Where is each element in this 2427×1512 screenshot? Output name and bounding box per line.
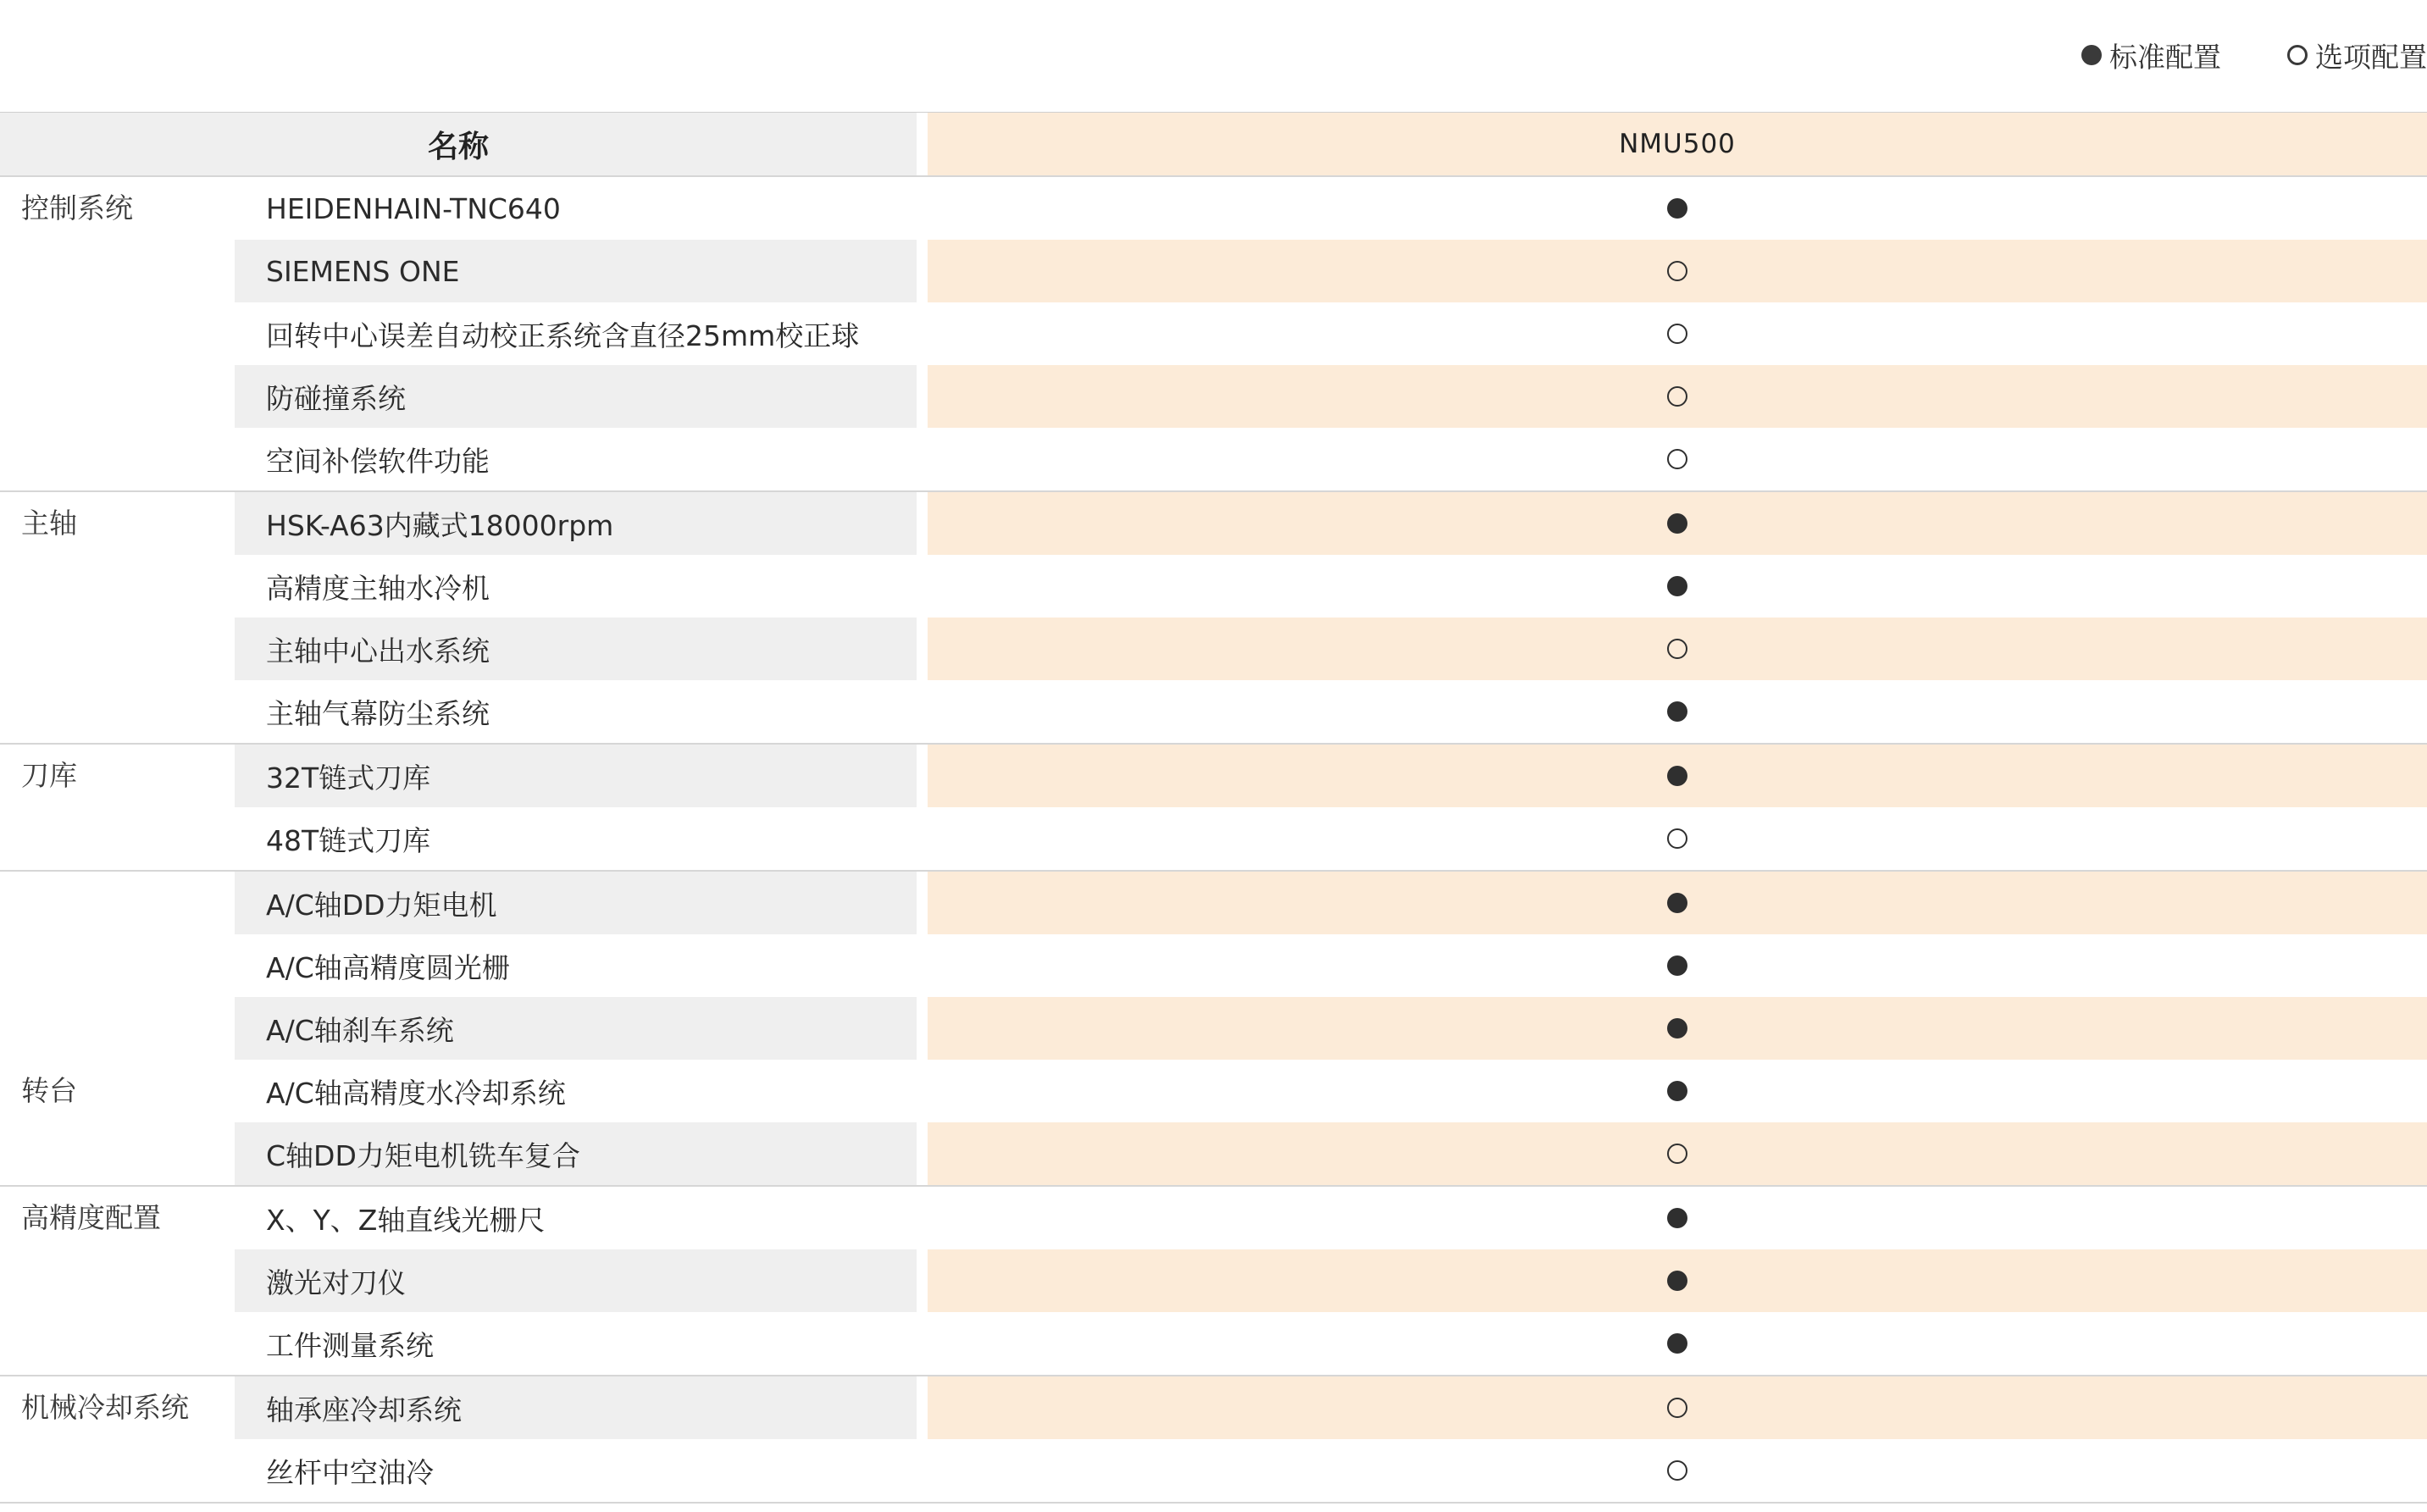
table-group xyxy=(0,175,2427,490)
header-name: 名称 xyxy=(0,113,917,175)
item-name-cell: 主轴中心出水系统 xyxy=(235,618,917,680)
value-cell xyxy=(928,177,2427,240)
item-name-cell: 防碰撞系统 xyxy=(235,365,917,428)
cell-gap xyxy=(917,492,928,555)
category-cell xyxy=(0,302,235,365)
cell-gap xyxy=(917,680,928,743)
table-row xyxy=(0,1249,2427,1312)
filled-circle-icon xyxy=(1667,1271,1687,1291)
cell-gap xyxy=(917,365,928,428)
value-cell xyxy=(928,302,2427,365)
value-cell xyxy=(928,807,2427,870)
table-row xyxy=(0,1376,2427,1439)
category-cell xyxy=(0,365,235,428)
empty-circle-icon xyxy=(1667,386,1687,407)
item-name-cell: SIEMENS ONE xyxy=(235,240,917,302)
category-cell xyxy=(0,618,235,680)
group-category-label: 机械冷却系统 xyxy=(21,1391,189,1424)
empty-circle-icon xyxy=(1667,1460,1687,1481)
category-cell xyxy=(0,997,235,1060)
item-name-cell: 轴承座冷却系统 xyxy=(235,1376,917,1439)
item-name-cell: A/C轴DD力矩电机 xyxy=(235,872,917,934)
cell-gap xyxy=(917,745,928,807)
legend-optional-label: 选项配置 xyxy=(2315,40,2427,74)
cell-gap xyxy=(917,302,928,365)
filled-circle-icon xyxy=(2081,45,2102,65)
table-row xyxy=(0,428,2427,490)
table-group xyxy=(0,490,2427,743)
cell-gap xyxy=(917,1249,928,1312)
legend-optional xyxy=(2287,36,2427,75)
table-row xyxy=(0,177,2427,240)
value-cell xyxy=(928,555,2427,618)
legend xyxy=(2081,34,2427,76)
value-cell xyxy=(928,872,2427,934)
cell-gap xyxy=(917,934,928,997)
group-category-label: 刀库 xyxy=(21,759,77,792)
category-cell xyxy=(0,428,235,490)
table-row xyxy=(0,872,2427,934)
table-group xyxy=(0,870,2427,1185)
value-cell xyxy=(928,1122,2427,1185)
value-cell xyxy=(928,240,2427,302)
value-cell xyxy=(928,365,2427,428)
value-cell xyxy=(928,618,2427,680)
value-cell xyxy=(928,1249,2427,1312)
cell-gap xyxy=(917,177,928,240)
empty-circle-icon xyxy=(1667,1398,1687,1418)
empty-circle-icon xyxy=(2287,45,2308,65)
value-cell xyxy=(928,1439,2427,1502)
group-category-label: 控制系统 xyxy=(21,191,133,224)
header-gap xyxy=(917,113,928,175)
value-cell xyxy=(928,428,2427,490)
header-model: NMU500 xyxy=(928,113,2427,175)
legend-standard-label: 标准配置 xyxy=(2109,40,2221,74)
item-name-cell: A/C轴高精度水冷却系统 xyxy=(266,1076,566,1110)
group-category-label: 高精度配置 xyxy=(21,1201,161,1234)
value-cell xyxy=(928,934,2427,997)
table-row xyxy=(0,1060,2427,1122)
cell-gap xyxy=(917,428,928,490)
value-cell xyxy=(928,1312,2427,1375)
cell-gap xyxy=(917,1312,928,1375)
spec-table xyxy=(0,112,2427,1502)
legend-standard xyxy=(2081,36,2221,75)
cell-gap xyxy=(917,872,928,934)
filled-circle-icon xyxy=(1667,1081,1687,1101)
item-name-cell: A/C轴刹车系统 xyxy=(235,997,917,1060)
empty-circle-icon xyxy=(1667,639,1687,659)
cell-gap xyxy=(917,807,928,870)
item-name-cell: A/C轴高精度圆光栅 xyxy=(266,950,510,984)
table-row xyxy=(0,555,2427,618)
cell-gap xyxy=(917,1122,928,1185)
item-name-cell: 空间补偿软件功能 xyxy=(266,444,490,478)
empty-circle-icon xyxy=(1667,324,1687,344)
category-cell xyxy=(0,680,235,743)
filled-circle-icon xyxy=(1667,893,1687,913)
empty-circle-icon xyxy=(1667,828,1687,849)
category-cell xyxy=(0,807,235,870)
item-name-cell: 32T链式刀库 xyxy=(235,745,917,807)
category-cell xyxy=(0,1439,235,1502)
category-cell xyxy=(0,1249,235,1312)
value-cell xyxy=(928,680,2427,743)
group-category-label: 转台 xyxy=(21,1074,77,1107)
cell-gap xyxy=(917,997,928,1060)
item-name-cell: 回转中心误差自动校正系统含直径25mm校正球 xyxy=(266,318,860,352)
cell-gap xyxy=(917,1376,928,1439)
item-name-cell: 主轴气幕防尘系统 xyxy=(266,696,490,730)
filled-circle-icon xyxy=(1667,1208,1687,1228)
item-name-cell: HEIDENHAIN-TNC640 xyxy=(266,191,561,225)
filled-circle-icon xyxy=(1667,1018,1687,1038)
table-header xyxy=(0,112,2427,175)
cell-gap xyxy=(917,1439,928,1502)
item-name-cell: HSK-A63内藏式18000rpm xyxy=(235,492,917,555)
item-name-cell: 工件测量系统 xyxy=(266,1328,434,1362)
value-cell xyxy=(928,1376,2427,1439)
cell-gap xyxy=(917,1187,928,1249)
table-bottom-border xyxy=(0,1502,2427,1504)
table-row xyxy=(0,997,2427,1060)
table-row xyxy=(0,1439,2427,1502)
table-group xyxy=(0,743,2427,870)
item-name-cell: 高精度主轴水冷机 xyxy=(266,571,490,605)
table-row xyxy=(0,240,2427,302)
item-name-cell: C轴DD力矩电机铣车复合 xyxy=(235,1122,917,1185)
empty-circle-icon xyxy=(1667,449,1687,469)
item-name-cell: 激光对刀仪 xyxy=(235,1249,917,1312)
table-group xyxy=(0,1375,2427,1502)
value-cell xyxy=(928,1060,2427,1122)
item-name-cell: X、Y、Z轴直线光栅尺 xyxy=(266,1203,546,1237)
table-row xyxy=(0,618,2427,680)
filled-circle-icon xyxy=(1667,576,1687,596)
filled-circle-icon xyxy=(1667,766,1687,786)
category-cell xyxy=(0,872,235,934)
table-row xyxy=(0,365,2427,428)
value-cell xyxy=(928,997,2427,1060)
category-cell xyxy=(0,1312,235,1375)
item-name-cell: 48T链式刀库 xyxy=(266,823,431,857)
table-row xyxy=(0,302,2427,365)
cell-gap xyxy=(917,1060,928,1122)
category-cell xyxy=(0,555,235,618)
value-cell xyxy=(928,492,2427,555)
group-category-label: 主轴 xyxy=(21,507,77,540)
filled-circle-icon xyxy=(1667,701,1687,722)
value-cell xyxy=(928,1187,2427,1249)
table-row xyxy=(0,680,2427,743)
empty-circle-icon xyxy=(1667,1144,1687,1164)
filled-circle-icon xyxy=(1667,513,1687,534)
category-cell xyxy=(0,240,235,302)
table-row xyxy=(0,1312,2427,1375)
filled-circle-icon xyxy=(1667,955,1687,976)
category-cell xyxy=(0,934,235,997)
table-row xyxy=(0,745,2427,807)
table-row xyxy=(0,934,2427,997)
item-name-cell: 丝杆中空油冷 xyxy=(266,1455,434,1489)
category-cell xyxy=(0,1122,235,1185)
cell-gap xyxy=(917,240,928,302)
table-group xyxy=(0,1185,2427,1375)
cell-gap xyxy=(917,618,928,680)
cell-gap xyxy=(917,555,928,618)
table-row xyxy=(0,807,2427,870)
value-cell xyxy=(928,745,2427,807)
table-row xyxy=(0,1122,2427,1185)
table-row xyxy=(0,1187,2427,1249)
filled-circle-icon xyxy=(1667,1333,1687,1354)
table-body xyxy=(0,175,2427,1502)
table-row xyxy=(0,492,2427,555)
filled-circle-icon xyxy=(1667,198,1687,219)
empty-circle-icon xyxy=(1667,261,1687,281)
